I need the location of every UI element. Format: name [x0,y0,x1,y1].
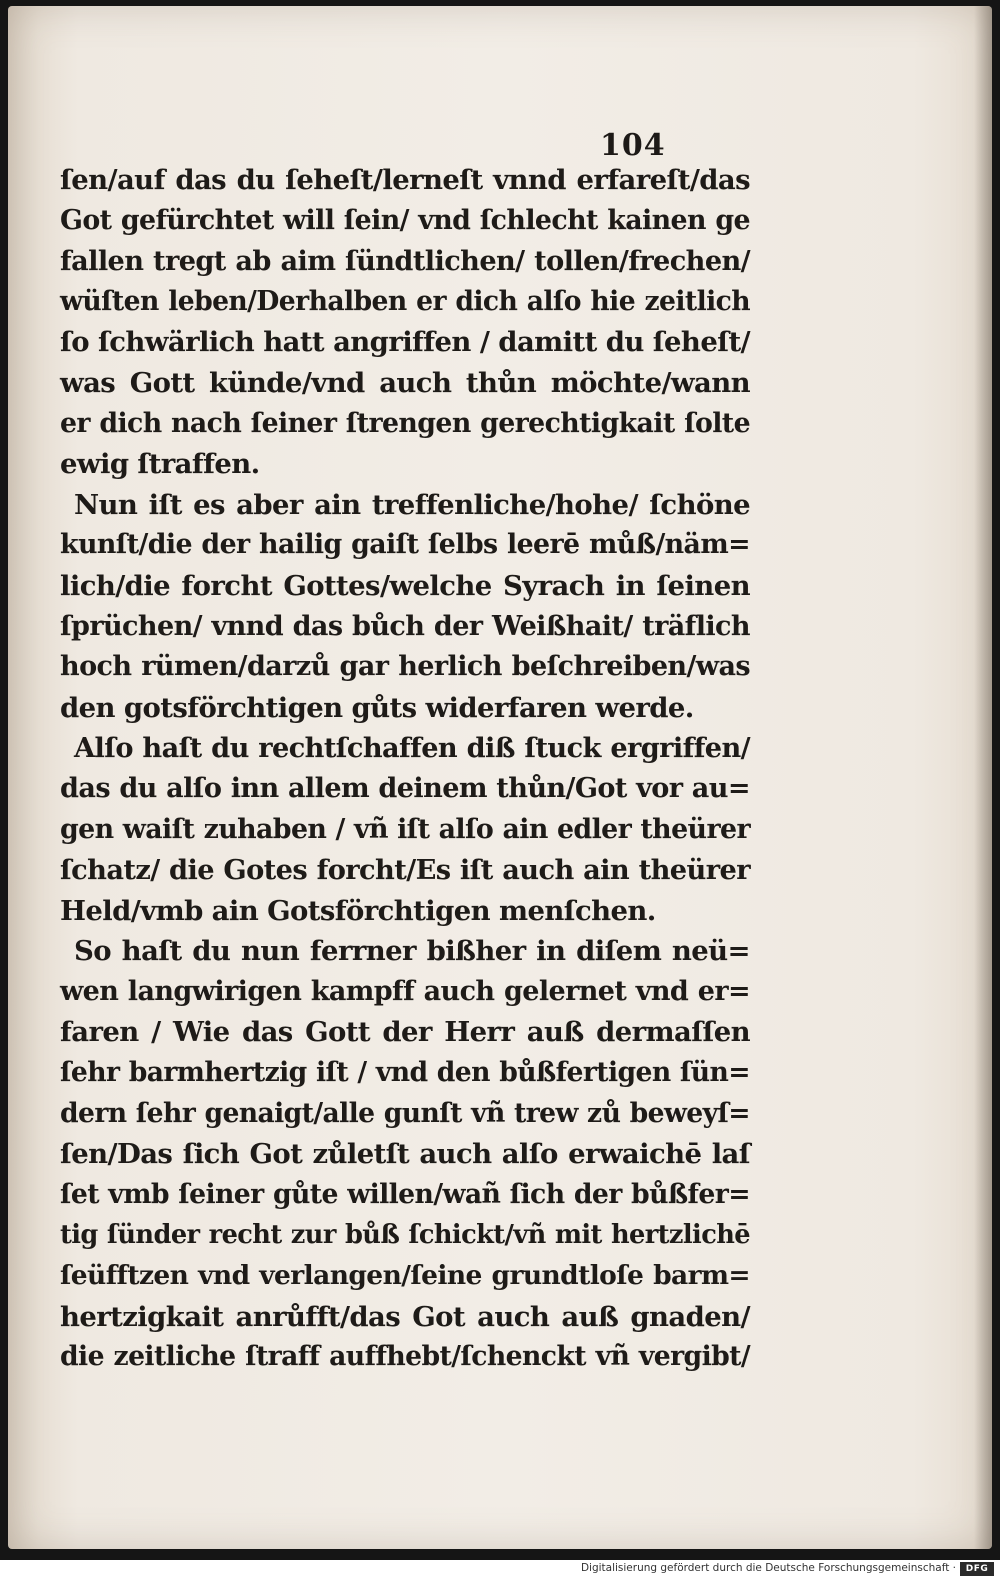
text-line: wen langwirigen kampff auch gelernet vnd er= [60,975,750,1007]
page-number: 104 [600,128,666,163]
text-line: kunſt/die der hailig gaiſt ſelbs leerē můß/näm= [60,529,750,561]
text-line: hertzigkait anrůfft/das Got auch auß gnaden/ [60,1300,750,1333]
text-line: dern ſehr genaigt/alle gunſt vñ trew zů beweyſ= [60,1097,750,1129]
text-line: ſchatz/ die Gotes forcht/Es iſt auch ain theürer [60,854,750,887]
footer-bar [0,1560,1000,1579]
text-line: Alſo haſt du rechtſchaffen diß ſtuck ergriffen/ [74,732,750,765]
text-line: tig ſünder recht zur bůß ſchickt/vñ mit hertzlichē [60,1220,750,1251]
text-line: faren / Wie das Gott der Herr auß dermaſſen [60,1016,750,1049]
text-line: fallen tregt ab aim ſündtlichen/ tollen/frechen/ [60,245,750,278]
text-line: die zeitliche ſtraff auffhebt/ſchenckt vñ vergibt/ [60,1341,750,1373]
text-line: So haſt du nun ferrner bißher in diſem neü= [74,935,750,968]
text-line: ewig ſtraffen. [60,448,260,481]
text-line: das du alſo inn allem deinem thůn/Got vor au= [60,772,750,804]
text-line: lich/die forcht Gottes/welche Syrach in ſeinen [60,569,750,602]
text-line: ſet vmb ſeiner gůte willen/wañ ſich der bůßfer= [60,1178,750,1210]
text-line: den gotsförchtigen gůts widerfaren werde. [60,691,694,724]
text-line: er dich nach ſeiner ſtrengen gerechtigkait ſolte [60,407,750,439]
text-line: wüſten leben/Derhalben er dich alſo hie zeitlich [60,285,750,317]
text-line: ſeüfftzen vnd verlangen/ſeine grundtloſe barm= [60,1260,750,1292]
text-line: Held/vmb ain Gotsförchtigen menſchen. [60,894,656,927]
text-line: was Gott künde/vnd auch thůn möchte/wann [60,366,750,399]
text-line: Nun iſt es aber ain treffenliche/hohe/ ſchöne [74,488,750,521]
text-line: ſen/Das ſich Got zůletſt auch alſo erwaichē laſ [60,1138,750,1171]
text-line: Got gefürchtet will ſein/ vnd ſchlecht kainen ge [60,204,750,236]
text-line: gen waiſt zuhaben / vñ iſt alſo ain edler theürer [60,813,750,845]
text-line: hoch rümen/darzů gar herlich beſchreiben/was [60,651,750,683]
text-line: ſprüchen/ vnnd das bůch der Weißhait/ träflich [60,610,750,642]
text-line: ſo ſchwärlich hatt angriffen / damitt du ſeheſt/ [60,326,750,359]
text-block [60,160,750,1378]
text-line: ſehr barmhertzig iſt / vnd den bůßfertigen ſün= [60,1057,750,1089]
page-edge-shadow [974,6,992,1549]
dfg-logo: DFG [960,1562,994,1576]
text-line: ſen/auf das du ſeheſt/lerneſt vnnd erfareſt/das [60,164,750,196]
funding-notice: Digitalisierung gefördert durch die Deutsche Forschungsgemeinschaft · [580,1562,956,1574]
